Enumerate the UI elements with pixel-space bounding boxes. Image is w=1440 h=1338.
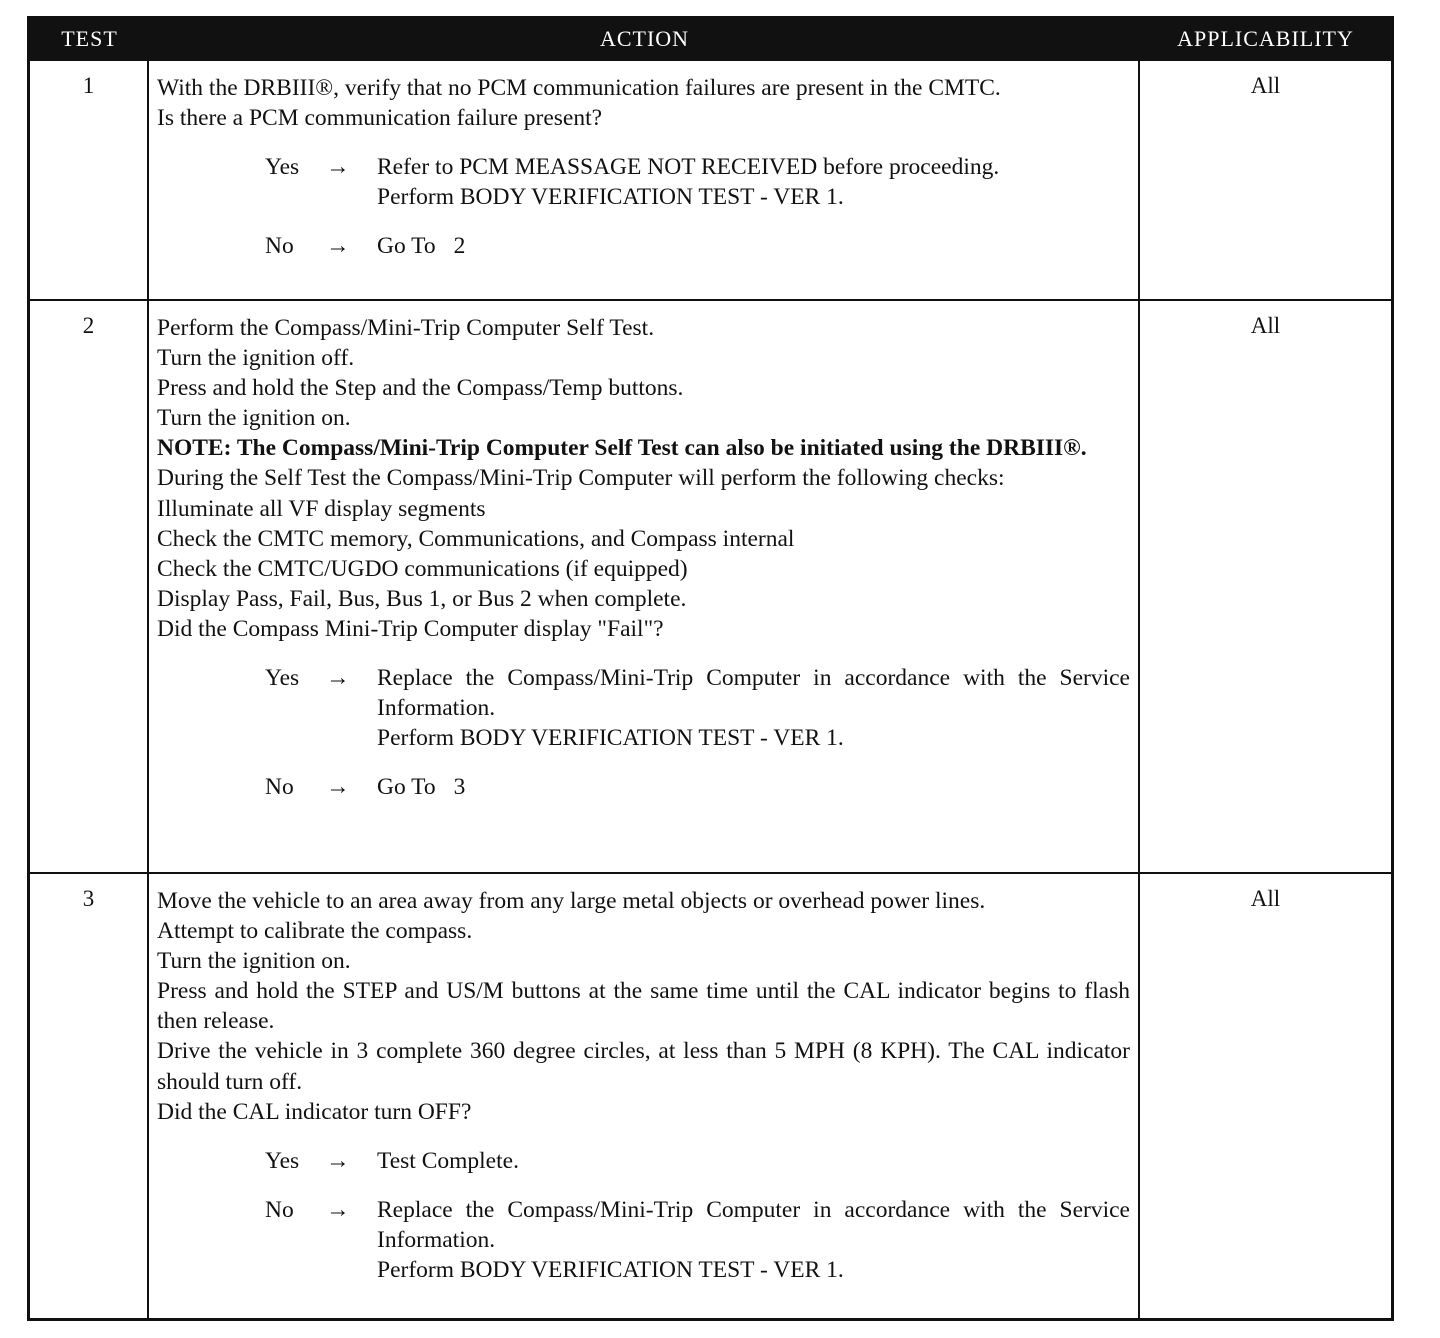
action-cell — [149, 61, 1140, 299]
arrow-icon: → — [326, 154, 350, 181]
goto-number: 2 — [453, 233, 466, 260]
no-answer — [157, 772, 1130, 802]
no-text — [377, 1195, 1130, 1285]
no-line: Replace the Compass/Mini-Trip Computer in accordance with the Service Information. — [377, 1196, 1130, 1253]
goto-label: Go To — [377, 233, 436, 260]
note-text: NOTE: The Compass/Mini-Trip Computer Self Test can also be initiated using the DRBIII®. — [157, 435, 1087, 462]
action-line: Check the CMTC memory, Communications, and Compass internal — [157, 525, 795, 552]
action-line: Turn the ignition off. — [157, 345, 355, 372]
no-answer — [157, 1195, 1130, 1285]
applicability-value: All — [1250, 73, 1281, 98]
yes-line: Test Complete. — [377, 1147, 519, 1174]
action-line: With the DRBIII®, verify that no PCM communication failures are present in the CMTC. — [157, 75, 1001, 101]
action-line: Drive the vehicle in 3 complete 360 degree circles, at less than 5 MPH (8 KPH). The CAL indicator should turn off. — [157, 1038, 1130, 1095]
test-number: 3 — [30, 874, 149, 1318]
action-line: Attempt to calibrate the compass. — [157, 918, 473, 945]
action-line: Illuminate all VF display segments — [157, 495, 486, 522]
table-row — [30, 299, 1391, 872]
action-line: Press and hold the Step and the Compass/Temp buttons. — [157, 375, 684, 402]
action-line: Did the Compass Mini-Trip Computer display "Fail"? — [157, 615, 664, 642]
action-line: Move the vehicle to an area away from any large metal objects or overhead power lines. — [157, 888, 986, 914]
action-line: Turn the ignition on. — [157, 948, 351, 975]
action-line: Is there a PCM communication failure present? — [157, 105, 603, 132]
action-line: Display Pass, Fail, Bus, Bus 1, or Bus 2 when complete. — [157, 585, 687, 612]
yes-answer — [157, 152, 1130, 212]
test-number: 2 — [30, 301, 149, 872]
header-test: TEST — [61, 26, 118, 51]
goto-number: 3 — [453, 774, 466, 801]
yes-text — [377, 1146, 1130, 1176]
no-label: No — [265, 233, 294, 260]
header-applicability: APPLICABILITY — [1177, 26, 1354, 51]
action-cell — [149, 874, 1140, 1318]
no-label: No — [265, 774, 294, 801]
yes-line: Perform BODY VERIFICATION TEST - VER 1. — [377, 725, 844, 752]
yes-label: Yes — [265, 154, 300, 181]
yes-line: Refer to PCM MEASSAGE NOT RECEIVED before proceeding. — [377, 154, 1000, 181]
yes-line: Replace the Compass/Mini-Trip Computer in accordance with the Service Information. — [377, 665, 1130, 722]
yes-line: Perform BODY VERIFICATION TEST - VER 1. — [377, 184, 844, 211]
applicability-value: All — [1250, 313, 1281, 338]
action-line: Did the CAL indicator turn OFF? — [157, 1098, 472, 1125]
action-line: During the Self Test the Compass/Mini-Trip Computer will perform the following checks: — [157, 465, 1005, 492]
goto-label: Go To — [377, 774, 436, 801]
action-line: Press and hold the STEP and US/M buttons at the same time until the CAL indicator begins to flash then release. — [157, 978, 1130, 1035]
table-header — [30, 19, 1391, 59]
no-text — [377, 231, 1130, 261]
yes-answer — [157, 663, 1130, 753]
arrow-icon: → — [326, 1196, 350, 1223]
no-label: No — [265, 1196, 294, 1223]
arrow-icon: → — [326, 1147, 350, 1174]
applicability-value: All — [1250, 886, 1281, 911]
arrow-icon: → — [326, 233, 350, 260]
arrow-icon: → — [326, 665, 350, 692]
yes-label: Yes — [265, 1147, 300, 1174]
arrow-icon: → — [326, 774, 350, 801]
yes-label: Yes — [265, 665, 300, 692]
action-line: Check the CMTC/UGDO communications (if equipped) — [157, 555, 688, 582]
table-row — [30, 59, 1391, 299]
no-answer — [157, 231, 1130, 261]
test-number: 1 — [30, 61, 149, 299]
action-line: Turn the ignition on. — [157, 405, 351, 432]
yes-text — [377, 152, 1130, 212]
action-line: Perform the Compass/Mini-Trip Computer Self Test. — [157, 315, 655, 341]
diagnostic-test-table — [27, 16, 1394, 1321]
no-line: Perform BODY VERIFICATION TEST - VER 1. — [377, 1257, 844, 1284]
action-cell — [149, 301, 1140, 872]
yes-answer — [157, 1146, 1130, 1176]
header-action: ACTION — [599, 26, 690, 51]
yes-text — [377, 663, 1130, 753]
no-text — [377, 772, 1130, 802]
table-row — [30, 872, 1391, 1318]
